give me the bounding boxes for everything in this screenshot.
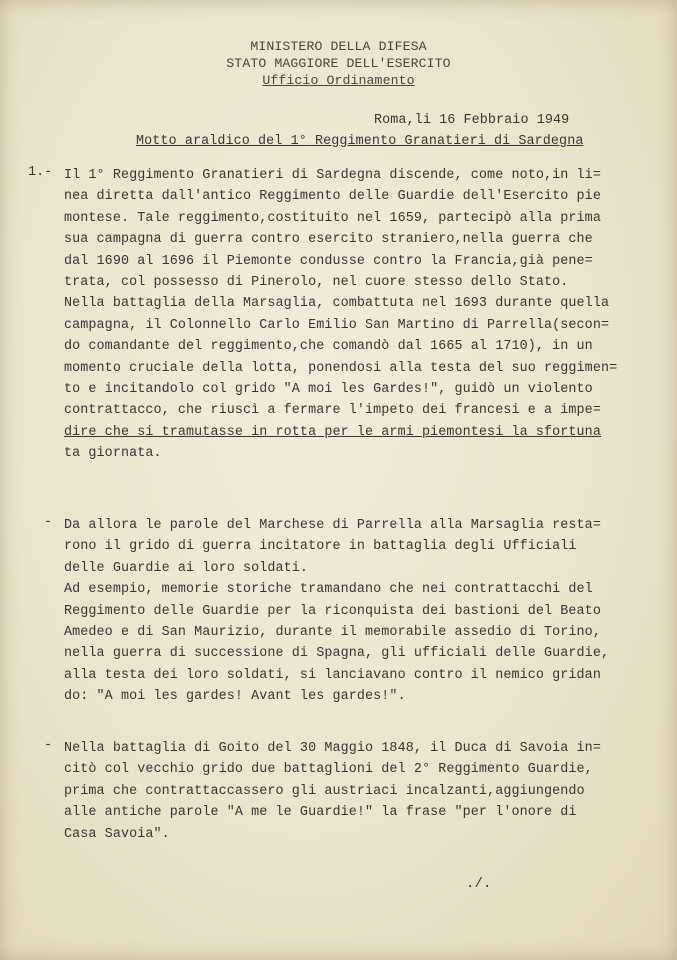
paragraph-3	[64, 738, 601, 845]
text-line: nella guerra di successione di Spagna, gli ufficiali delle Guardie,	[64, 646, 610, 662]
text-line: to e incitandolo col grido "A moi les Gardes!", guidò un violento	[64, 381, 593, 397]
ministry-name: MINISTERO DELLA DIFESA	[250, 39, 427, 54]
paragraph-dash: -	[44, 738, 53, 753]
text-line: dire che si tramutasse in rotta per le armi piemontesi la sfortuna	[64, 424, 601, 440]
text-line: Il 1° Reggimento Granatieri di Sardegna discende, come noto,in li=	[64, 168, 601, 183]
text-line: nea diretta dall'antico Reggimento delle Guardie dell'Esercito pie	[64, 189, 601, 205]
text-line: montese. Tale reggimento,costituito nel 1659, partecipò alla prima	[64, 210, 601, 226]
document-subject: Motto araldico del 1° Reggimento Granatieri di Sardegna	[136, 134, 584, 149]
continuation-mark: ./.	[466, 876, 492, 892]
text-line: Ad esempio, memorie storiche tramandano che nei contrattacchi del	[64, 582, 593, 598]
text-line: trata, col possesso di Pinerolo, nel cuore stesso dello Stato.	[64, 274, 569, 290]
text-line: alla testa dei loro soldati, si lanciavano contro il nemico gridan	[64, 667, 601, 683]
text-line: sua campagna di guerra contro esercito straniero,nella guerra che	[64, 232, 593, 248]
text-line: do: "A moi les gardes! Avant les gardes!".	[64, 689, 406, 705]
text-line: dal 1690 al 1696 il Piemonte condusse contro la Francia,già pene=	[64, 253, 593, 269]
text-line: rono il grido di guerra incitatore in battaglia degli Ufficiali	[64, 539, 577, 555]
paragraph-1	[64, 165, 617, 464]
text-line: alle antiche parole "A me le Guardie!" la frase "per l'onore di	[64, 805, 577, 821]
text-line: Nella battaglia di Goito del 30 Maggio 1848, il Duca di Savoia in=	[64, 741, 601, 756]
office-name: Ufficio Ordinamento	[262, 73, 415, 88]
text-line: Nella battaglia della Marsaglia, combattuta nel 1693 durante quella	[64, 296, 610, 312]
paragraph-2	[64, 515, 609, 708]
text-line: delle Guardie ai loro soldati.	[64, 560, 309, 576]
text-line: do comandante del reggimento,che comandò dal 1665 al 1710), in un	[64, 339, 593, 355]
text-line: Da allora le parole del Marchese di Parrella alla Marsaglia resta=	[64, 518, 601, 533]
text-line: Reggimento delle Guardie per la riconquista dei bastioni del Beato	[64, 603, 601, 619]
paragraph-dash: -	[44, 515, 53, 530]
text-line: Amedeo e di San Maurizio, durante il memorabile assedio di Torino,	[64, 624, 601, 640]
paragraph-number: 1.-	[28, 165, 53, 180]
text-line: contrattacco, che riuscì a fermare l'impeto dei francesi e a impe=	[64, 403, 601, 419]
text-line: ta giornata.	[64, 446, 162, 462]
text-line: campagna, il Colonnello Carlo Emilio San Martino di Parrella(secon=	[64, 317, 610, 333]
letterhead	[0, 38, 677, 89]
text-line: citò col vecchio grido due battaglioni del 2° Reggimento Guardie,	[64, 762, 593, 778]
text-line: Casa Savoia".	[64, 826, 170, 842]
staff-name: STATO MAGGIORE DELL'ESERCITO	[226, 56, 451, 71]
text-line: prima che contrattaccassero gli austriaci incalzanti,aggiungendo	[64, 783, 585, 799]
text-line: momento cruciale della lotta, ponendosi alla testa del suo reggimen=	[64, 360, 618, 376]
document-date: Roma,li 16 Febbraio 1949	[374, 113, 570, 128]
